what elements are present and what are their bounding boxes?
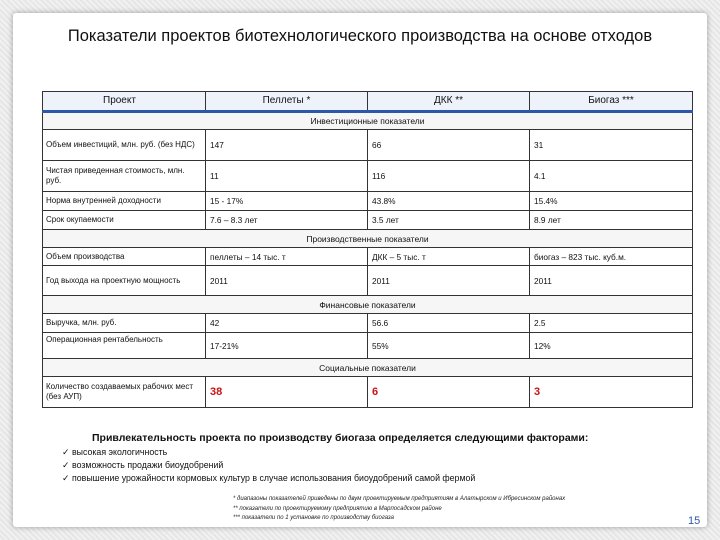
table-row — [43, 161, 693, 192]
cell-value: 42 — [206, 314, 368, 333]
cell-value: пеллеты – 14 тыс. т — [206, 248, 368, 266]
page-title: Показатели проектов биотехнологического производства на основе отходов — [67, 27, 653, 45]
row-label: Срок окупаемости — [43, 211, 206, 230]
page-number: 15 — [688, 515, 701, 527]
section-title-investment: Инвестиционные показатели — [43, 112, 693, 130]
cell-value: 3.5 лет — [368, 211, 530, 230]
cell-value: 116 — [368, 161, 530, 192]
cell-value: 8.9 лет — [530, 211, 693, 230]
row-label: Выручка, млн. руб. — [43, 314, 206, 333]
check-icon: ✓ — [62, 460, 70, 470]
cell-value: 56.6 — [368, 314, 530, 333]
cell-value: 15.4% — [530, 192, 693, 211]
cell-value: 17-21% — [206, 333, 368, 359]
footnote: ** показатели по проектируемому предприятию в Марпосадском районе — [233, 505, 442, 512]
footnote: *** показатели по 1 установке по производству биогаза — [233, 515, 394, 521]
row-label: Чистая приведенная стоимость, млн. руб. — [43, 161, 206, 192]
cell-value: 55% — [368, 333, 530, 359]
row-label: Объем производства — [43, 248, 206, 266]
header-biogas: Биогаз *** — [530, 92, 693, 112]
table-header-row — [43, 92, 693, 112]
cell-value: 4.1 — [530, 161, 693, 192]
cell-value-highlight: 3 — [530, 377, 693, 408]
row-label: Норма внутренней доходности — [43, 192, 206, 211]
cell-value: 43.8% — [368, 192, 530, 211]
cell-value: 147 — [206, 130, 368, 161]
list-item-text: повышение урожайности кормовых культур в случае использования биоудобрений самой фермой — [72, 473, 476, 483]
table-row — [43, 192, 693, 211]
table-row — [43, 333, 693, 359]
section-title-production: Производственные показатели — [43, 230, 693, 248]
table-row — [43, 130, 693, 161]
row-label: Операционная рентабельность — [43, 333, 206, 359]
cell-value-highlight: 38 — [206, 377, 368, 408]
cell-value: 2.5 — [530, 314, 693, 333]
cell-value: 66 — [368, 130, 530, 161]
check-icon: ✓ — [62, 447, 70, 457]
cell-value: 2011 — [368, 266, 530, 296]
indicators-table — [42, 91, 693, 408]
row-label: Объем инвестиций, млн. руб. (без НДС) — [43, 130, 206, 161]
footnote: * диапазоны показателей приведены по двум проектируемым предприятиям в Алатырском и Ибресинском районах — [233, 496, 566, 502]
cell-value: 12% — [530, 333, 693, 359]
header-dkk: ДКК ** — [368, 92, 530, 112]
cell-value: биогаз – 823 тыс. куб.м. — [530, 248, 693, 266]
factors-list — [62, 446, 475, 485]
table-row — [43, 248, 693, 266]
cell-value: 11 — [206, 161, 368, 192]
footnotes — [233, 495, 565, 524]
cell-value: 7.6 – 8.3 лет — [206, 211, 368, 230]
list-item — [62, 472, 475, 485]
list-item — [62, 459, 475, 472]
row-label: Год выхода на проектную мощность — [43, 266, 206, 296]
factors-title: Привлекательность проекта по производству биогаза определяется следующими факторами: — [92, 432, 589, 444]
table-row — [43, 314, 693, 333]
cell-value-highlight: 6 — [368, 377, 530, 408]
table-row — [43, 211, 693, 230]
list-item — [62, 446, 475, 459]
section-title-financial: Финансовые показатели — [43, 296, 693, 314]
header-project: Проект — [43, 92, 206, 112]
header-pellets: Пеллеты * — [206, 92, 368, 112]
cell-value: 2011 — [530, 266, 693, 296]
cell-value: 15 - 17% — [206, 192, 368, 211]
section-title-social: Социальные показатели — [43, 359, 693, 377]
list-item-text: возможность продажи биоудобрений — [72, 460, 224, 470]
list-item-text: высокая экологичность — [72, 447, 168, 457]
table-row — [43, 266, 693, 296]
row-label: Количество создаваемых рабочих мест (без АУП) — [43, 377, 206, 408]
cell-value: 31 — [530, 130, 693, 161]
check-icon: ✓ — [62, 473, 70, 483]
table-row — [43, 377, 693, 408]
cell-value: ДКК – 5 тыс. т — [368, 248, 530, 266]
cell-value: 2011 — [206, 266, 368, 296]
